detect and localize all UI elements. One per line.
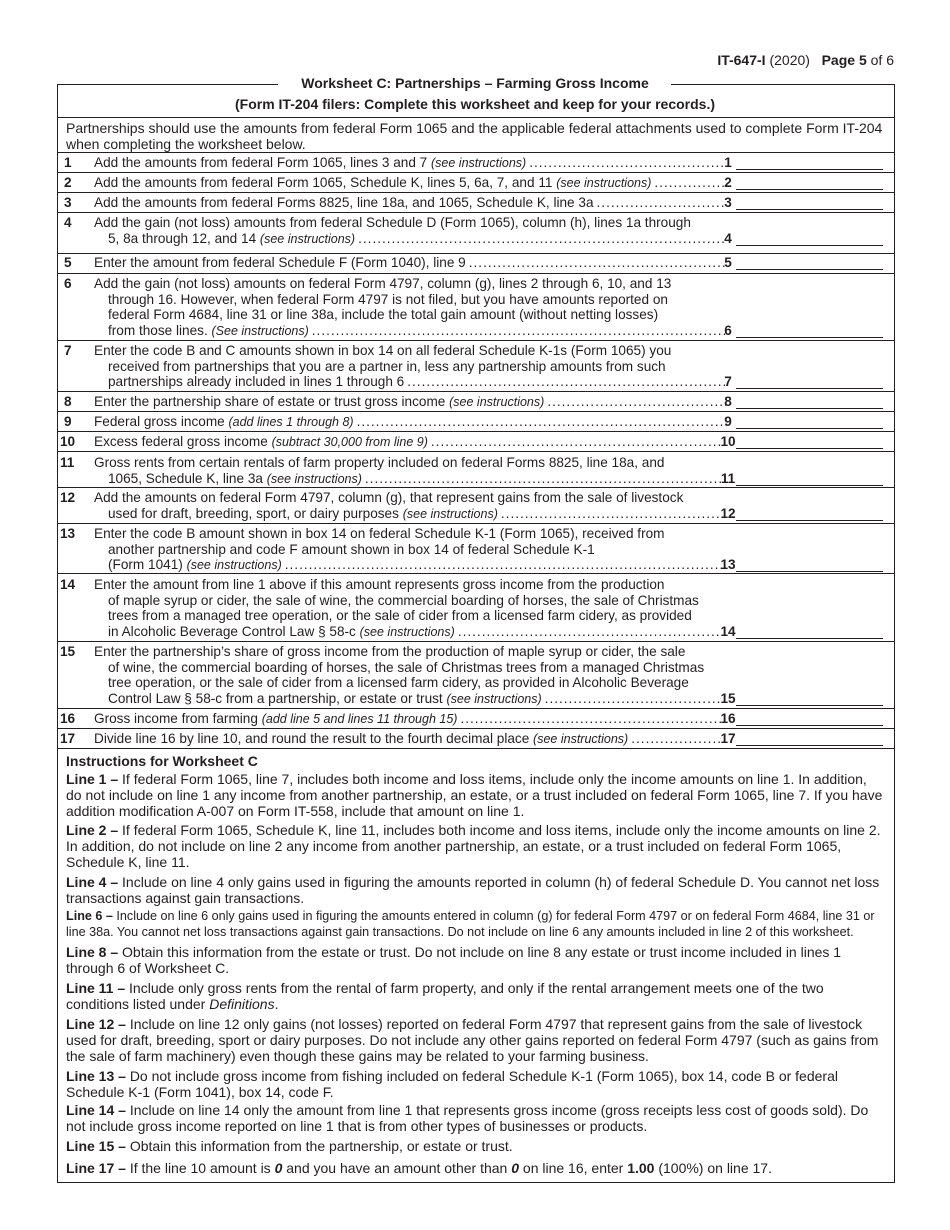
line-ref-number: 2 — [724, 175, 732, 190]
line-number: 13 — [60, 526, 76, 541]
leader-dots — [458, 624, 726, 640]
line-13-amount-field[interactable] — [736, 557, 883, 572]
worksheet-subtitle: (Form IT-204 filers: Complete this worksheet and keep for your records.) — [234, 96, 715, 112]
line-ref-number: 1 — [724, 155, 732, 170]
instruction-line-11: Line 11 – Include only gross rents from the rental of farm property, and only if the rental arrangement meets one of the two conditions listed under Definitions. — [66, 980, 824, 1012]
line-4-amount-field[interactable] — [736, 231, 883, 246]
instruction-line-6: Line 6 – Include on line 6 only gains used in figuring the amounts entered in column (g) for federal Form 4797 or on federal Form 4684, line 31 or line 38a. You cannot net loss transactions against gain transactions. Do not include on line 6 any amounts included in line 2 of this worksheet. — [66, 909, 875, 939]
row-divider — [57, 212, 894, 213]
worksheet-line-8 — [64, 394, 886, 410]
line-number: 8 — [64, 394, 72, 409]
line-number: 14 — [60, 577, 76, 592]
worksheet-intro: Partnerships should use the amounts from federal Form 1065 and the applicable federal attachments used to complete Form IT-204 when completing the worksheet below. — [66, 120, 883, 152]
line-number: 3 — [64, 195, 72, 210]
line-ref-number: 5 — [724, 255, 732, 270]
line-number: 15 — [60, 644, 76, 659]
line-description: Divide line 16 by line 10, and round the result to the fourth decimal place (see instructions) ..... — [94, 731, 726, 748]
line-16-amount-field[interactable] — [736, 711, 883, 726]
worksheet-line-17 — [60, 731, 886, 747]
line-ref-number: 11 — [720, 470, 736, 486]
divider — [57, 117, 894, 118]
row-divider — [57, 172, 894, 173]
instruction-line-8: Line 8 – Obtain this information from the estate or trust. Do not include on line 8 any estate or trust income included in lines 1 through 6 of Worksheet C. — [66, 944, 842, 976]
instructions-heading: Instructions for Worksheet C — [66, 753, 258, 769]
line-description: Enter the partnership share of estate or trust gross income (see instructions) ..... — [94, 394, 726, 411]
row-divider — [57, 451, 894, 452]
line-description: Add the gain (not loss) amounts on federal Form 4797, column (g), lines 2 through 6, 10, and 13 through 16. However, when federal Form 4797 is not filed, but you have amounts reported on federal Form 4684, line 31 or line 38a, include the total gain amount (without netting losses) from those lines. (See instructions) ..... — [94, 276, 726, 339]
line-number: 4 — [64, 215, 72, 230]
instruction-line-4: Line 4 – Include on line 4 only gains used in figuring the amounts reported in column (h) of federal Schedule D. You cannot net loss transactions against gain transactions. — [66, 874, 880, 906]
row-divider — [57, 431, 894, 432]
leader-dots — [407, 374, 726, 390]
line-8-amount-field[interactable] — [736, 394, 883, 409]
line-description: Gross income from farming (add line 5 and lines 11 through 15) ..... — [94, 711, 726, 728]
line-ref-number: 9 — [724, 414, 732, 429]
line-ref-number: 17 — [720, 731, 736, 746]
worksheet-line-10 — [60, 434, 886, 450]
leader-dots — [529, 155, 726, 171]
line-number: 7 — [64, 343, 72, 358]
worksheet-line-2 — [64, 175, 886, 191]
line-3-amount-field[interactable] — [736, 195, 883, 210]
worksheet-line-5 — [64, 255, 886, 271]
worksheet-line-12 — [60, 490, 886, 521]
leader-dots — [365, 471, 726, 487]
form-number: IT-647-I — [717, 52, 766, 68]
row-divider — [57, 273, 894, 274]
row-divider — [57, 523, 894, 524]
row-divider — [57, 391, 894, 392]
page-number: 5 — [858, 52, 867, 68]
instruction-line-14: Line 14 – Include on line 14 only the amount from line 1 that represents gross income (gross receipts less cost of goods sold). Do not include gross income reported on line 1 that is from other types of businesses or products. — [66, 1102, 869, 1134]
worksheet-line-15 — [60, 644, 886, 706]
line-9-amount-field[interactable] — [736, 414, 883, 429]
worksheet-line-7 — [64, 343, 886, 390]
line-ref-number: 12 — [720, 505, 736, 521]
line-17-amount-field[interactable] — [736, 731, 883, 746]
line-description: Add the gain (not loss) amounts from federal Schedule D (Form 1065), column (h), lines 1a through 5, 8a through 12, and 14 (see instructions) ..... — [94, 215, 726, 247]
row-divider — [57, 411, 894, 412]
line-number: 5 — [64, 255, 72, 270]
page-header — [717, 52, 894, 68]
line-number: 12 — [60, 490, 76, 505]
line-ref-number: 15 — [720, 690, 736, 706]
instruction-line-1: Line 1 – If federal Form 1065, line 7, includes both income and loss items, include only the income amounts on line 1. In addition, do not include on line 1 any income from another partnership, an estate, or a trust included on federal Form 1065, line 7. If you have addition modification A-007 on Form IT-558, include that amount on line 1. — [66, 771, 883, 819]
worksheet-line-4 — [64, 215, 886, 246]
instruction-line-2: Line 2 – If federal Form 1065, Schedule K, line 11, includes both income and loss items, include only the income amounts on line 2. In addition, do not include on line 2 any income from another partnership, an estate, or a trust included on federal Form 1065, Schedule K, line 11. — [66, 822, 881, 870]
instruction-line-15: Line 15 – Obtain this information from the partnership, or estate or trust. — [66, 1138, 513, 1154]
line-ref-number: 16 — [720, 711, 736, 726]
row-divider — [57, 708, 894, 709]
instruction-line-13: Line 13 – Do not include gross income from fishing included on federal Schedule K-1 (Form 1065), box 14, code B or federal Schedule K-1 (Form 1041), box 14, code F. — [66, 1068, 838, 1100]
line-ref-number: 10 — [720, 434, 736, 449]
worksheet-line-6 — [64, 276, 886, 338]
line-description: Federal gross income (add lines 1 through 8) ..... — [94, 414, 726, 431]
line-11-amount-field[interactable] — [736, 471, 883, 486]
line-description: Enter the code B amount shown in box 14 on federal Schedule K-1 (Form 1065), received from another partnership and code F amount shown in box 14 of federal Schedule K-1 (Form 1041) (see instructions) ..... — [94, 526, 726, 574]
row-divider — [57, 152, 894, 153]
line-7-amount-field[interactable] — [736, 374, 883, 389]
line-6-amount-field[interactable] — [736, 323, 883, 338]
line-description: Add the amounts from federal Form 1065, lines 3 and 7 (see instructions) ..... — [94, 155, 726, 172]
leader-dots — [285, 557, 726, 573]
row-divider — [57, 340, 894, 341]
leader-dots — [312, 323, 726, 339]
line-1-amount-field[interactable] — [736, 155, 883, 170]
worksheet-line-16 — [60, 711, 886, 727]
worksheet-line-3 — [64, 195, 886, 211]
line-number: 11 — [60, 455, 75, 470]
line-15-amount-field[interactable] — [736, 691, 883, 706]
leader-dots — [357, 414, 726, 430]
page-label: Page — [821, 52, 856, 68]
line-ref-number: 7 — [724, 374, 732, 390]
line-description: Enter the code B and C amounts shown in box 14 on all federal Schedule K-1s (Form 1065) you received from partnerships that you are a partner in, less any partnership amounts from such partnerships already included in lines 1 through 6 ..... — [94, 343, 726, 390]
line-5-amount-field[interactable] — [736, 255, 883, 270]
line-description: Excess federal gross income (subtract 30,000 from line 9) ..... — [94, 434, 726, 451]
worksheet-line-1 — [64, 155, 886, 171]
leader-dots — [547, 394, 726, 410]
row-divider — [57, 253, 894, 254]
leader-dots — [597, 195, 726, 211]
line-number: 9 — [64, 414, 72, 429]
instruction-line-12: Line 12 – Include on line 12 only gains (not losses) reported on federal Form 4797 that represent gains from the sale of livestock used for draft, breeding, sport or dairy purposes. Do not include any other gains reported on federal Form 4797 (such as gains from the sale of farm machinery) even though these gains may be related to your farming business. — [66, 1016, 879, 1064]
line-2-amount-field[interactable] — [736, 175, 883, 190]
leader-dots — [460, 711, 726, 727]
line-ref-number: 3 — [724, 195, 732, 210]
leader-dots — [469, 255, 726, 271]
line-ref-number: 13 — [720, 557, 736, 573]
line-description: Enter the amount from federal Schedule F (Form 1040), line 9 ..... — [94, 255, 726, 271]
row-divider — [57, 641, 894, 642]
line-number: 1 — [64, 155, 72, 170]
line-10-amount-field[interactable] — [736, 434, 883, 449]
leader-dots — [545, 691, 726, 707]
leader-dots — [431, 434, 726, 450]
leader-dots — [631, 731, 726, 747]
line-number: 6 — [64, 276, 72, 291]
line-number: 10 — [60, 434, 76, 449]
line-description: Gross rents from certain rentals of farm property included on federal Forms 8825, line 18a, and 1065, Schedule K, line 3a (see instructions) ..... — [94, 455, 726, 487]
line-description: Enter the amount from line 1 above if this amount represents gross income from the production of maple syrup or cider, the sale of wine, the commercial boarding of horses, the sale of Christmas trees from a managed tree operation, or the sale of cider from a licensed farm cidery, as provided in Alcoholic Beverage Control Law § 58-c (see instructions) ..... — [94, 577, 726, 640]
page-total: of 6 — [870, 52, 894, 68]
worksheet-line-13 — [60, 526, 886, 573]
line-description: Enter the partnership’s share of gross income from the production of maple syrup or cider, the sale of wine, the commercial boarding of horses, the sale of Christmas trees from a managed Christmas tree operation, or the sale of cider from a licensed farm cidery, as provided in Alcoholic Beverage Control Law § 58-c from a partnership, or estate or trust (see instructions) ..... — [94, 644, 726, 707]
line-ref-number: 6 — [724, 322, 732, 338]
line-number: 16 — [60, 711, 76, 726]
leader-dots — [358, 231, 726, 247]
line-description: Add the amounts from federal Forms 8825, line 18a, and 1065, Schedule K, line 3a ..... — [94, 195, 726, 211]
line-ref-number: 4 — [724, 230, 732, 246]
row-divider — [57, 192, 894, 193]
worksheet-title: Worksheet C: Partnerships – Farming Gross Income — [301, 75, 649, 91]
instruction-line-17: Line 17 – If the line 10 amount is 0 and you have an amount other than 0 on line 16, enter 1.00 (100%) on line 17. — [66, 1160, 772, 1176]
line-ref-number: 14 — [720, 623, 736, 639]
worksheet-line-11 — [60, 455, 886, 486]
form-year: (2020) — [769, 52, 810, 68]
line-number: 17 — [60, 731, 76, 746]
line-14-amount-field[interactable] — [736, 624, 883, 639]
line-description: Add the amounts on federal Form 4797, column (g), that represent gains from the sale of livestock used for draft, breeding, sport, or dairy purposes (see instructions) ..... — [94, 490, 726, 522]
row-divider — [57, 728, 894, 729]
row-divider — [57, 748, 894, 749]
leader-dots — [501, 506, 726, 522]
worksheet-line-14 — [60, 577, 886, 639]
worksheet-line-9 — [64, 414, 886, 430]
line-12-amount-field[interactable] — [736, 506, 883, 521]
line-ref-number: 8 — [724, 394, 732, 409]
line-description: Add the amounts from federal Form 1065, Schedule K, lines 5, 6a, 7, and 11 (see instructions) ..... — [94, 175, 726, 192]
line-number: 2 — [64, 175, 72, 190]
